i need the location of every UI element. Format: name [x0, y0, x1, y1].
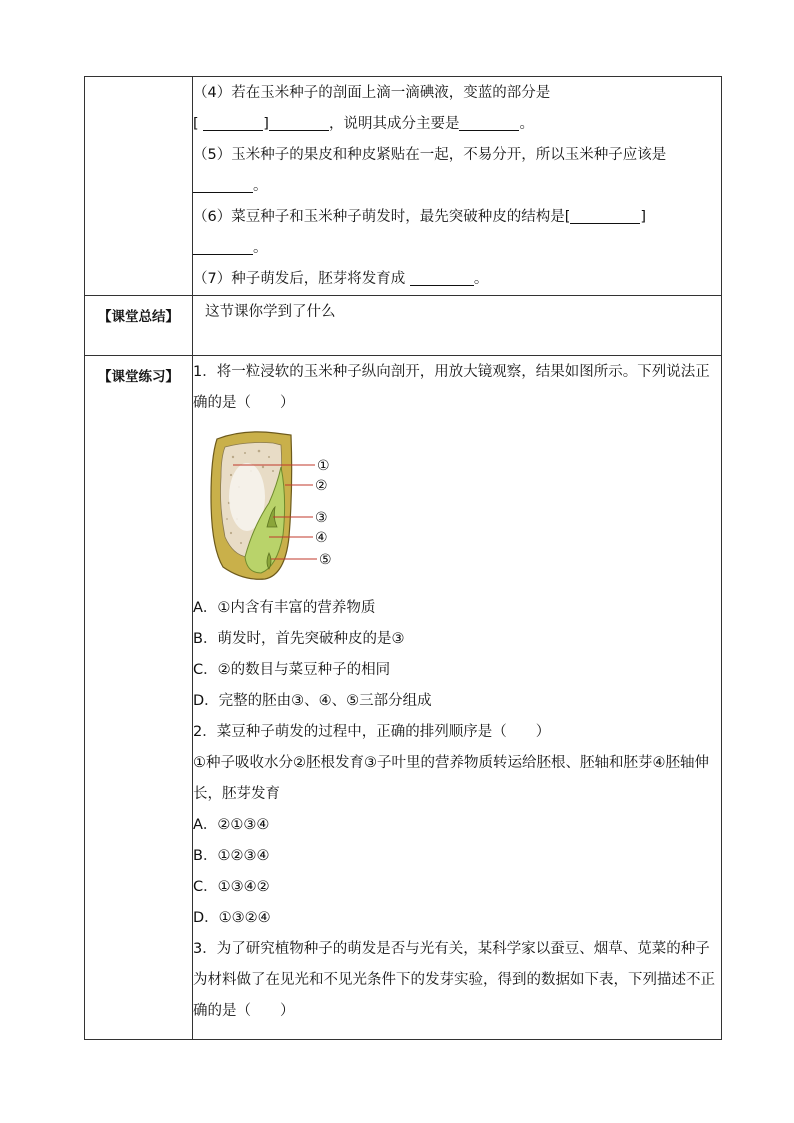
bracket-close: ]: [640, 209, 647, 225]
figure-label-3: ③: [315, 510, 328, 526]
figure-label-5: ⑤: [319, 552, 332, 568]
q4-line-2: [193, 109, 721, 140]
summary-label-cell: [85, 296, 193, 356]
answer-blank[interactable]: [570, 207, 640, 224]
practice-label: 【课堂练习】: [98, 369, 179, 385]
q6-line-1: [193, 202, 721, 233]
q2-option-a[interactable]: A．②①③④: [193, 817, 270, 833]
answer-blank[interactable]: [193, 238, 253, 255]
q5-text: （5）玉米种子的果皮和种皮紧贴在一起，不易分开，所以玉米种子应该是: [193, 147, 667, 163]
answer-blank[interactable]: [269, 114, 329, 131]
q3-stem: 3．为了研究植物种子的萌发是否与光有关，某科学家以蚕豆、烟草、苋菜的种子为材料做了在见光和不见光条件下的发芽实验，得到的数据如下表，下列描述不正确的是（ ）: [193, 941, 715, 1019]
q4-mid-text: ，说明其成分主要是: [328, 116, 460, 132]
q1-option-b[interactable]: B．萌发时，首先突破种皮的是③: [193, 631, 405, 647]
q1-option-a[interactable]: A．①内含有丰富的营养物质: [193, 600, 376, 616]
q1-option-d[interactable]: D．完整的胚由③、④、⑤三部分组成: [193, 693, 432, 709]
figure-label-2: ②: [315, 478, 328, 494]
q7-line: [193, 264, 721, 295]
q5-line-1: [193, 140, 721, 171]
answer-blank[interactable]: [459, 114, 519, 131]
q2-option-d[interactable]: D．①③②④: [193, 910, 271, 926]
q1-stem: 1．将一粒浸软的玉米种子纵向剖开，用放大镜观察，结果如图所示。下列说法正确的是（ ）: [193, 364, 710, 411]
answer-blank[interactable]: [203, 114, 263, 131]
q6-line-2: [193, 233, 721, 264]
q1-option-c[interactable]: C．②的数目与菜豆种子的相同: [193, 662, 391, 678]
answer-blank[interactable]: [410, 269, 474, 286]
figure-label-1: ①: [317, 458, 330, 474]
period: 。: [519, 116, 534, 132]
empty-label-cell: [85, 77, 193, 296]
bracket-open: [: [193, 116, 199, 132]
q2-option-b[interactable]: B．①②③④: [193, 848, 270, 864]
corn-seed-figure: [203, 427, 363, 587]
figure-labels: [315, 458, 332, 568]
practice-label-cell: [85, 356, 193, 1040]
q7-text: （7）种子萌发后，胚芽将发育成: [193, 271, 410, 287]
summary-prompt: 这节课你学到了什么: [205, 304, 336, 320]
q2-steps: ①种子吸收水分②胚根发育③子叶里的营养物质转运给胚根、胚轴和胚芽④胚轴伸长，胚芽发育: [193, 755, 709, 802]
worksheet-table: [84, 76, 722, 1040]
answer-blank[interactable]: [193, 176, 253, 193]
practice-cell: [193, 356, 722, 1040]
row-summary: [85, 296, 722, 356]
row-questions-continued: [85, 77, 722, 296]
questions-cell: [193, 77, 722, 296]
summary-cell: [193, 296, 722, 356]
row-practice: [85, 356, 722, 1040]
q5-line-2: [193, 171, 721, 202]
q4-line-1: [193, 78, 721, 109]
q2-option-c[interactable]: C．①③④②: [193, 879, 270, 895]
q4-text: （4）若在玉米种子的剖面上滴一滴碘液，变蓝的部分是: [193, 85, 551, 101]
q2-stem: 2．菜豆种子萌发的过程中，正确的排列顺序是（ ）: [193, 724, 551, 740]
period: 。: [253, 240, 268, 256]
q6-text: （6）菜豆种子和玉米种子萌发时，最先突破种皮的结构是[: [193, 209, 571, 225]
period: 。: [473, 271, 489, 287]
corn-seed-diagram: [203, 427, 363, 587]
period: 。: [253, 178, 268, 194]
bracket-close: ]: [263, 116, 269, 132]
figure-label-4: ④: [315, 530, 328, 546]
summary-label: 【课堂总结】: [98, 309, 179, 325]
